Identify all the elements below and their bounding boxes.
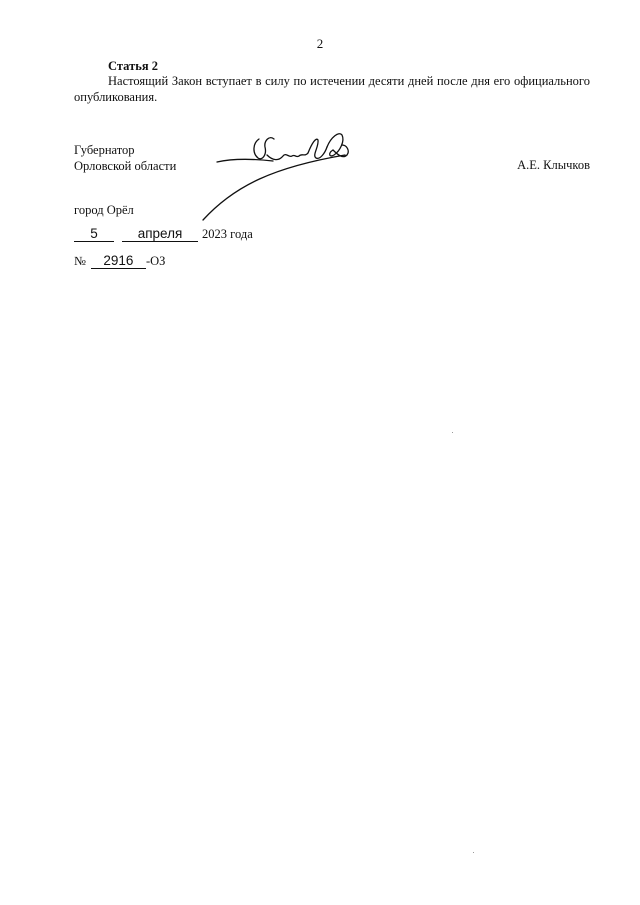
law-number-value: 2916	[91, 254, 146, 269]
law-number-suffix: -ОЗ	[145, 254, 166, 268]
governor-title	[74, 142, 176, 174]
law-number	[74, 253, 165, 269]
governor-name: А.Е. Клычков	[517, 158, 590, 172]
governor-signature	[195, 125, 365, 225]
governor-title-line2: Орловской области	[74, 159, 177, 173]
date-year: 2023 года	[202, 227, 253, 241]
law-number-prefix: №	[74, 254, 86, 268]
city: город Орёл	[74, 203, 134, 217]
governor-title-line1: Губернатор	[74, 143, 135, 157]
article-body-text: Настоящий Закон вступает в силу по истечении десяти дней после дня его официального опубликования.	[74, 74, 590, 104]
page-number: 2	[316, 36, 324, 51]
signing-date	[74, 226, 253, 242]
scan-speck	[473, 852, 474, 853]
date-day: 5	[74, 227, 114, 242]
date-month: апреля	[122, 227, 198, 242]
article-heading: Статья 2	[108, 59, 158, 73]
scan-speck	[452, 432, 453, 433]
